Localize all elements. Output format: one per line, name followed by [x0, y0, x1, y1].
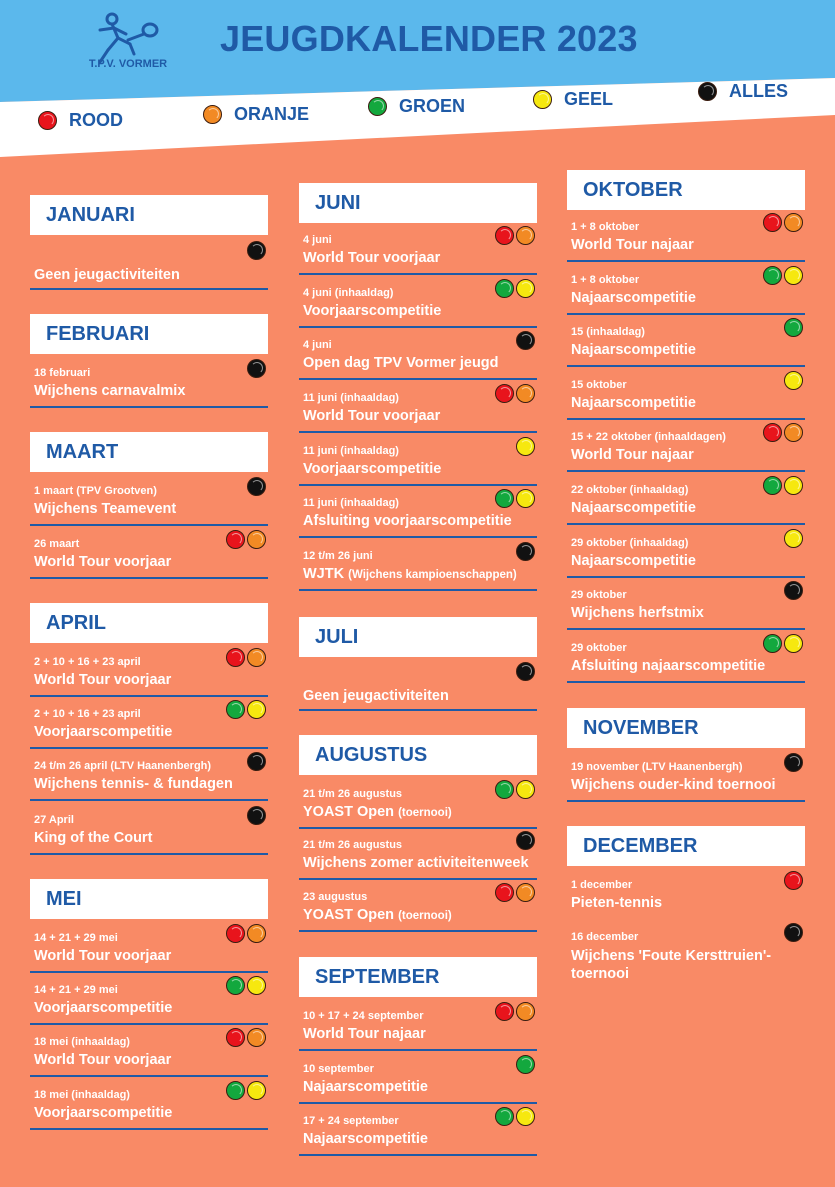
black-ball-icon — [247, 752, 266, 771]
event-juni-4: 11 juni (inhaaldag) World Tour voorjaar — [299, 381, 537, 433]
green-ball-icon — [226, 700, 245, 719]
red-ball-icon — [226, 648, 245, 667]
event-oktober-9: 29 oktober Afsluiting najaarscompetitie — [567, 631, 805, 683]
red-ball-icon — [763, 213, 782, 232]
yellow-ball-icon — [516, 489, 535, 508]
legend-groen: GROEN — [368, 96, 465, 117]
month-juni: JUNI — [299, 183, 537, 223]
event-oktober-7: 29 oktober (inhaaldag) Najaarscompetitie — [567, 526, 805, 578]
event-april-2: 2 + 10 + 16 + 23 april Voorjaarscompetitie — [30, 697, 268, 749]
month-december: DECEMBER — [567, 826, 805, 866]
yellow-ball-icon — [784, 634, 803, 653]
event-oktober-4: 15 oktober Najaarscompetitie — [567, 368, 805, 420]
event-juni-2: 4 juni (inhaaldag) Voorjaarscompetitie — [299, 276, 537, 328]
orange-ball-icon — [203, 105, 222, 124]
yellow-ball-icon — [516, 1107, 535, 1126]
event-april-4: 27 April King of the Court — [30, 803, 268, 855]
red-ball-icon — [784, 871, 803, 890]
red-ball-icon — [495, 1002, 514, 1021]
green-ball-icon — [495, 1107, 514, 1126]
legend-geel: GEEL — [533, 89, 613, 110]
orange-ball-icon — [247, 1028, 266, 1047]
event-juni-5: 11 juni (inhaaldag) Voorjaarscompetitie — [299, 434, 537, 486]
black-ball-icon — [516, 542, 535, 561]
event-juni-1: 4 juni World Tour voorjaar — [299, 223, 537, 275]
red-ball-icon — [495, 226, 514, 245]
red-ball-icon — [763, 423, 782, 442]
yellow-ball-icon — [784, 371, 803, 390]
green-ball-icon — [226, 976, 245, 995]
event-juni-7: 12 t/m 26 juni WJTK (Wijchens kampioenschappen) — [299, 539, 537, 591]
event-oktober-8: 29 oktober Wijchens herfstmix — [567, 578, 805, 630]
event-februari-1: 18 februari Wijchens carnavalmix — [30, 356, 268, 408]
yellow-ball-icon — [784, 476, 803, 495]
legend-rood: ROOD — [38, 110, 123, 131]
yellow-ball-icon — [516, 279, 535, 298]
event-maart-2: 26 maart World Tour voorjaar — [30, 527, 268, 579]
orange-ball-icon — [516, 883, 535, 902]
red-ball-icon — [226, 530, 245, 549]
event-oktober-2: 1 + 8 oktober Najaarscompetitie — [567, 263, 805, 315]
event-december-2: 16 december Wijchens 'Foute Kersttruien'-toernooi — [567, 920, 805, 988]
month-september: SEPTEMBER — [299, 957, 537, 997]
month-april: APRIL — [30, 603, 268, 643]
red-ball-icon — [226, 924, 245, 943]
event-mei-3: 18 mei (inhaaldag) World Tour voorjaar — [30, 1025, 268, 1077]
yellow-ball-icon — [247, 700, 266, 719]
event-november-1: 19 november (LTV Haanenbergh) Wijchens ouder-kind toernooi — [567, 750, 805, 802]
black-ball-icon — [698, 82, 717, 101]
event-september-1: 10 + 17 + 24 september World Tour najaar — [299, 999, 537, 1051]
green-ball-icon — [495, 489, 514, 508]
month-februari: FEBRUARI — [30, 314, 268, 354]
month-juli: JULI — [299, 617, 537, 657]
red-ball-icon — [226, 1028, 245, 1047]
red-ball-icon — [495, 883, 514, 902]
event-mei-4: 18 mei (inhaaldag) Voorjaarscompetitie — [30, 1078, 268, 1130]
event-augustus-2: 21 t/m 26 augustus Wijchens zomer activiteitenweek — [299, 828, 537, 880]
event-juni-6: 11 juni (inhaaldag) Afsluiting voorjaarscompetitie — [299, 486, 537, 538]
event-augustus-3: 23 augustus YOAST Open (toernooi) — [299, 880, 537, 932]
orange-ball-icon — [784, 213, 803, 232]
yellow-ball-icon — [784, 529, 803, 548]
event-oktober-1: 1 + 8 oktober World Tour najaar — [567, 210, 805, 262]
black-ball-icon — [784, 581, 803, 600]
black-ball-icon — [247, 241, 266, 260]
event-maart-1: 1 maart (TPV Grootven) Wijchens Teamevent — [30, 474, 268, 526]
yellow-ball-icon — [516, 437, 535, 456]
green-ball-icon — [763, 634, 782, 653]
orange-ball-icon — [784, 423, 803, 442]
black-ball-icon — [247, 477, 266, 496]
black-ball-icon — [784, 753, 803, 772]
yellow-ball-icon — [533, 90, 552, 109]
green-ball-icon — [495, 279, 514, 298]
legend-alles: ALLES — [698, 81, 788, 102]
black-ball-icon — [516, 831, 535, 850]
green-ball-icon — [516, 1055, 535, 1074]
yellow-ball-icon — [247, 1081, 266, 1100]
month-maart: MAART — [30, 432, 268, 472]
event-september-3: 17 + 24 september Najaarscompetitie — [299, 1104, 537, 1156]
event-september-2: 10 september Najaarscompetitie — [299, 1052, 537, 1104]
event-april-1: 2 + 10 + 16 + 23 april World Tour voorjaar — [30, 645, 268, 697]
yellow-ball-icon — [516, 780, 535, 799]
orange-ball-icon — [247, 530, 266, 549]
red-ball-icon — [495, 384, 514, 403]
green-ball-icon — [763, 266, 782, 285]
green-ball-icon — [368, 97, 387, 116]
event-augustus-1: 21 t/m 26 augustus YOAST Open (toernooi) — [299, 777, 537, 829]
black-ball-icon — [247, 806, 266, 825]
month-januari: JANUARI — [30, 195, 268, 235]
legend-oranje: ORANJE — [203, 104, 309, 125]
event-december-1: 1 december Pieten-tennis — [567, 868, 805, 920]
orange-ball-icon — [247, 924, 266, 943]
event-oktober-5: 15 + 22 oktober (inhaaldagen) World Tour najaar — [567, 420, 805, 472]
black-ball-icon — [784, 923, 803, 942]
event-juli-1: Geen jeugactiviteiten — [299, 659, 537, 711]
event-mei-2: 14 + 21 + 29 mei Voorjaarscompetitie — [30, 973, 268, 1025]
month-mei: MEI — [30, 879, 268, 919]
page-title: JEUGDKALENDER 2023 — [220, 18, 638, 59]
month-augustus: AUGUSTUS — [299, 735, 537, 775]
month-oktober: OKTOBER — [567, 170, 805, 210]
orange-ball-icon — [516, 226, 535, 245]
black-ball-icon — [516, 662, 535, 681]
orange-ball-icon — [516, 1002, 535, 1021]
green-ball-icon — [226, 1081, 245, 1100]
green-ball-icon — [763, 476, 782, 495]
yellow-ball-icon — [784, 266, 803, 285]
green-ball-icon — [495, 780, 514, 799]
yellow-ball-icon — [247, 976, 266, 995]
club-name: T.P.V. VORMER — [88, 58, 168, 70]
event-april-3: 24 t/m 26 april (LTV Haanenbergh) Wijchens tennis- & fundagen — [30, 749, 268, 801]
orange-ball-icon — [516, 384, 535, 403]
event-oktober-6: 22 oktober (inhaaldag) Najaarscompetitie — [567, 473, 805, 525]
green-ball-icon — [784, 318, 803, 337]
orange-ball-icon — [247, 648, 266, 667]
black-ball-icon — [516, 331, 535, 350]
black-ball-icon — [247, 359, 266, 378]
month-november: NOVEMBER — [567, 708, 805, 748]
event-oktober-3: 15 (inhaaldag) Najaarscompetitie — [567, 315, 805, 367]
event-januari-1: Geen jeugactiviteiten — [30, 238, 268, 290]
event-mei-1: 14 + 21 + 29 mei World Tour voorjaar — [30, 921, 268, 973]
red-ball-icon — [38, 111, 57, 130]
event-juni-3: 4 juni Open dag TPV Vormer jeugd — [299, 328, 537, 380]
